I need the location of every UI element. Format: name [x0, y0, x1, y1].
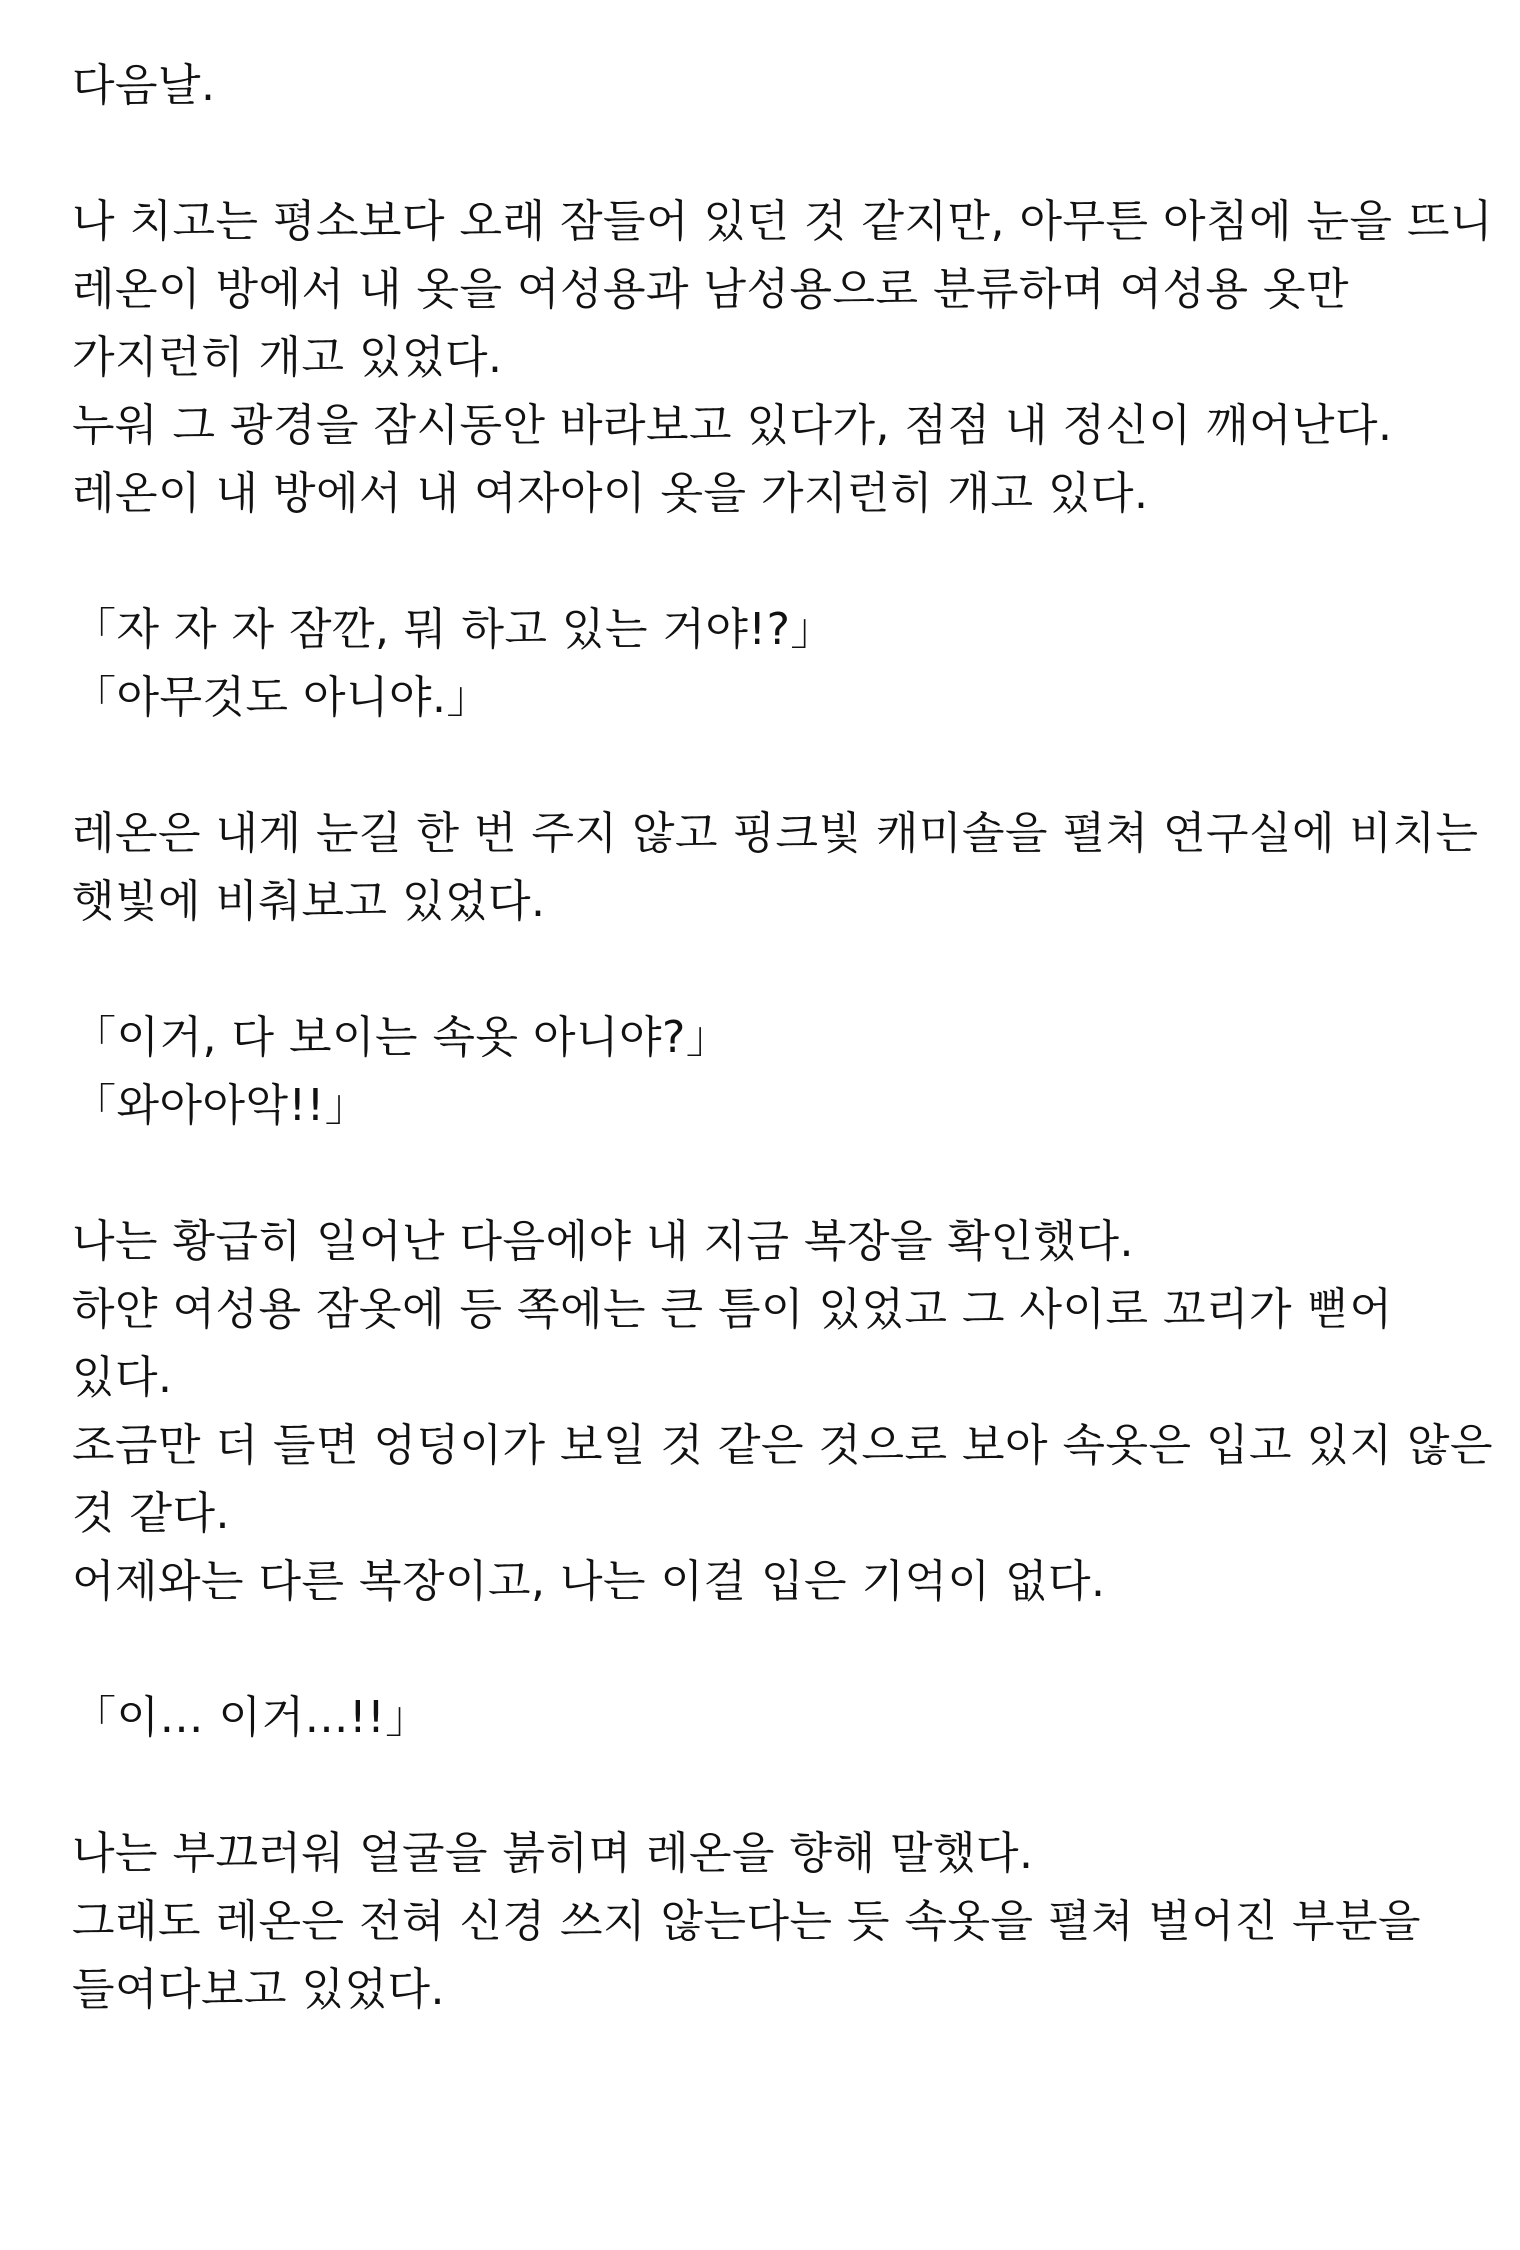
document-text [72, 52, 1493, 2024]
text-line: 나 치고는 평소보다 오래 잠들어 있던 것 같지만, 아무튼 아침에 눈을 뜨니 [72, 196, 1493, 247]
dialogue-line: 「이… 이거…!!」 [72, 1692, 430, 1743]
text-line: 하얀 여성용 잠옷에 등 쪽에는 큰 틈이 있었고 그 사이로 꼬리가 뻗어 [72, 1284, 1393, 1335]
text-line: 레온은 내게 눈길 한 번 주지 않고 핑크빛 캐미솔을 펼쳐 연구실에 비치는 [72, 808, 1479, 859]
blank-line [72, 936, 1472, 1004]
blank-line [72, 732, 1472, 800]
text-line: 나는 황급히 일어난 다음에야 내 지금 복장을 확인했다. [72, 1216, 1134, 1267]
dialogue-line: 「이거, 다 보이는 속옷 아니야?」 [72, 1012, 731, 1063]
text-line: 가지런히 개고 있었다. [72, 332, 503, 383]
text-line: 것 같다. [72, 1488, 230, 1539]
blank-line [72, 120, 1472, 188]
text-line: 들여다보고 있었다. [72, 1964, 446, 2015]
blank-line [72, 1140, 1472, 1208]
text-line: 어제와는 다른 복장이고, 나는 이걸 입은 기억이 없다. [72, 1556, 1106, 1607]
text-line: 조금만 더 들면 엉덩이가 보일 것 같은 것으로 보아 속옷은 입고 있지 않은 [72, 1420, 1493, 1471]
text-line: 레온이 방에서 내 옷을 여성용과 남성용으로 분류하며 여성용 옷만 [72, 264, 1349, 315]
text-line: 햇빛에 비춰보고 있었다. [72, 876, 546, 927]
dialogue-line: 「와아아악!!」 [72, 1080, 370, 1131]
text-line: 있다. [72, 1352, 173, 1403]
blank-line [72, 1752, 1472, 1820]
blank-line [72, 528, 1472, 596]
dialogue-line: 「자 자 자 잠깐, 뭐 하고 있는 거야!?」 [72, 604, 835, 655]
dialogue-line: 「아무것도 아니야.」 [72, 672, 491, 723]
text-line: 레온이 내 방에서 내 여자아이 옷을 가지런히 개고 있다. [72, 468, 1149, 519]
text-line: 누워 그 광경을 잠시동안 바라보고 있다가, 점점 내 정신이 깨어난다. [72, 400, 1393, 451]
text-line: 그래도 레온은 전혀 신경 쓰지 않는다는 듯 속옷을 펼쳐 벌어진 부분을 [72, 1896, 1421, 1947]
blank-line [72, 1616, 1472, 1684]
text-line: 다음날. [72, 60, 216, 111]
text-line: 나는 부끄러워 얼굴을 붉히며 레온을 향해 말했다. [72, 1828, 1034, 1879]
